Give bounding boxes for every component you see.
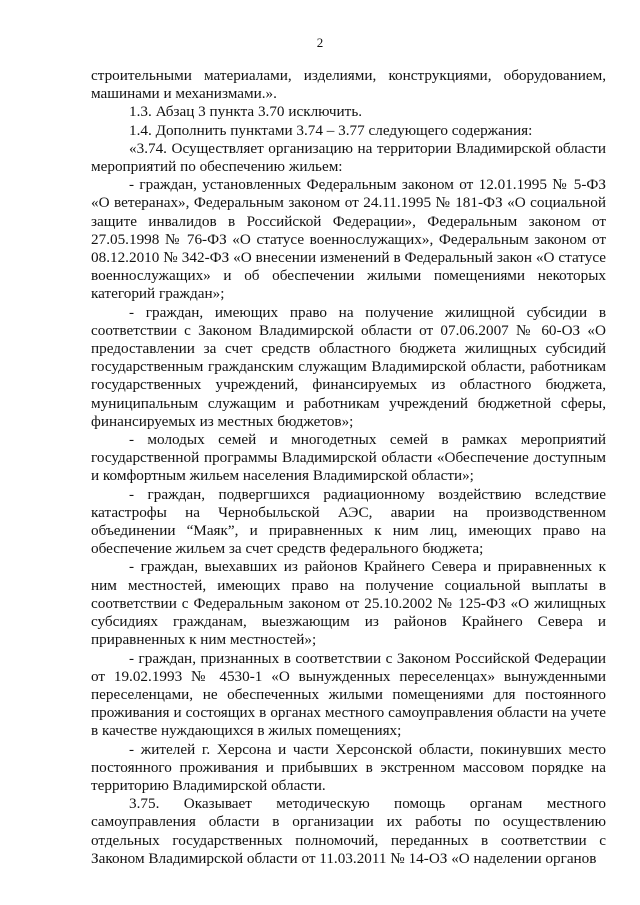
list-item-housing-subsidy: - граждан, имеющих право на получение жилищной субсидии в соответствии с Законом Владимирской области от 07.06.2007 № 60-ОЗ «О предоставлении за счет средств областного бюджета жилищных субсидий государственным гражданским служащим Владимирской области, работникам государственных учреждений, финансируемых из областного бюджета, муниципальным служащим и работникам учреждений бюджетной сферы, финансируемых из местных бюджетов»; [91, 303, 606, 430]
page-number: 2 [316, 35, 324, 50]
list-item-veterans: - граждан, установленных Федеральным законом от 12.01.1995 № 5-ФЗ «О ветеранах», Федеральным законом от 24.11.1995 № 181-ФЗ «О социальной защите инвалидов в Российской Федерации», Федеральным законом от 27.05.1998 № 76-ФЗ «О статусе военнослужащих», Федеральным законом от 08.12.2010 № 342-ФЗ «О внесении изменений в Федеральный закон «О статусе военнослужащих» и об обеспечении жилыми помещениями некоторых категорий граждан»; [91, 176, 606, 303]
paragraph-materials-continuation: строительными материалами, изделиями, конструкциями, оборудованием, машинами и механизмами.». [91, 67, 606, 103]
paragraph-3-74: «3.74. Осуществляет организацию на территории Владимирской области мероприятий по обеспечению жильем: [91, 139, 606, 176]
list-item-young-families: - молодых семей и многодетных семей в рамках мероприятий государственной программы Владимирской области «Обеспечение доступным и комфортным жильем населения Владимирской области»; [91, 431, 606, 485]
paragraph-1-4: 1.4. Дополнить пунктами 3.74 – 3.77 следующего содержания: [129, 121, 533, 139]
document-body [91, 67, 606, 868]
list-item-kherson: - жителей г. Херсона и части Херсонской области, покинувших место постоянного проживания и прибывших в экстренном массовом порядке на территорию Владимирской области. [91, 740, 606, 794]
list-item-forced-migrants: - граждан, признанных в соответствии с Законом Российской Федерации от 19.02.1993 № 4530-1 «О вынужденных переселенцах» вынужденными переселенцами, не обеспеченных жилыми помещениями для постоянного проживания и состоящих в органах местного самоуправления области на учете в качестве нуждающихся в жилых помещениях; [91, 649, 606, 740]
paragraph-1-3: 1.3. Абзац 3 пункта 3.70 исключить. [129, 103, 363, 121]
list-item-far-north: - граждан, выехавших из районов Крайнего Севера и приравненных к ним местностей, имеющих право на получение социальной выплаты в соответствии с Федеральным законом от 25.10.2002 № 125-ФЗ «О жилищных субсидиях гражданам, выезжающим из районов Крайнего Севера и приравненных к ним местностей»; [91, 558, 606, 649]
paragraph-3-75: 3.75. Оказывает методическую помощь органам местного самоуправления области в организации их работы по осуществлению отдельных государственных полномочий, переданных в соответствии с Законом Владимирской области от 11.03.2011 № 14-ОЗ «О наделении органов [91, 795, 606, 867]
list-item-chernobyl: - граждан, подвергшихся радиационному воздействию вследствие катастрофы на Чернобыльской АЭС, аварии на производственном объединении “Маяк”, и приравненных к ним лиц, имеющих право на обеспечение жильем за счет средств федерального бюджета; [91, 485, 606, 558]
